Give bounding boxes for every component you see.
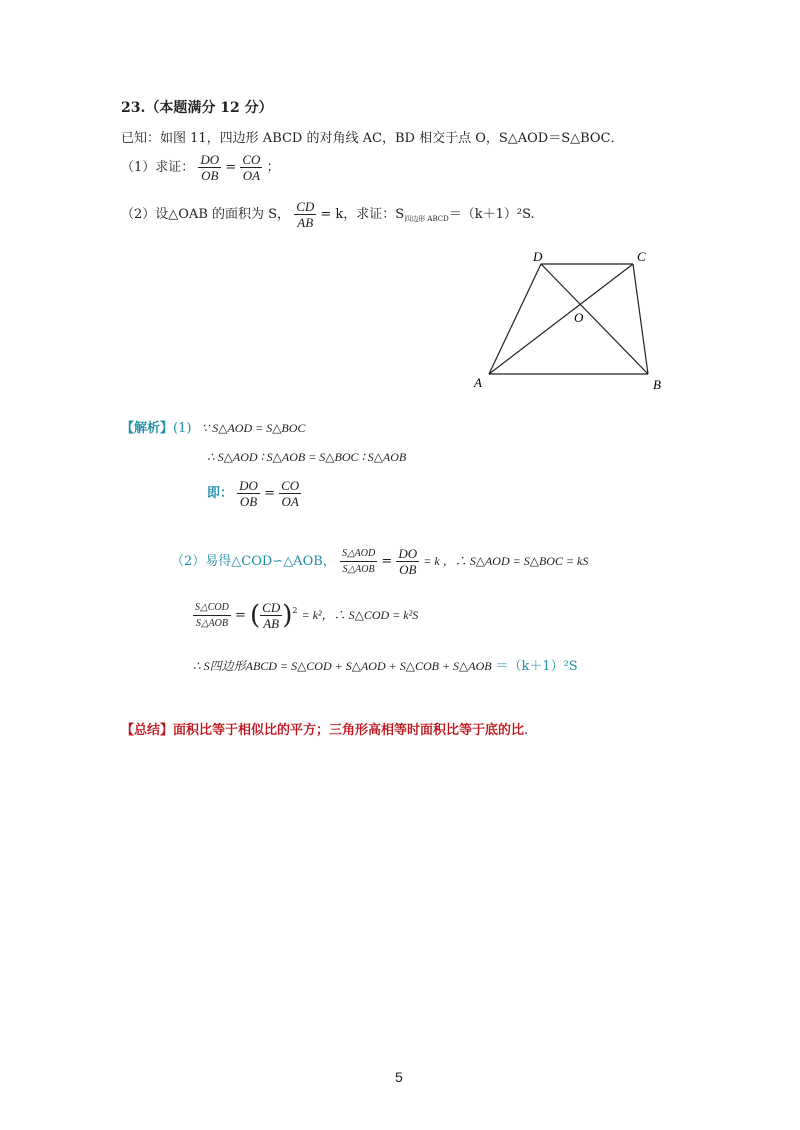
solution-line2: ∴ S△AOD ∶ S△AOB = S△BOC ∶ S△AOB <box>207 450 407 464</box>
label-d: D <box>533 249 543 264</box>
s2-l2-frac: $\frac{\text{S△COD}}{\text{S△AOB}}$ <box>195 602 229 629</box>
solution-part2-line2: $\frac{\text{S△COD}}{\text{S△AOB}}$ = ( $\frac{CD}{AB}$ )$^2$ = k²，∴ S△COD = k²S <box>195 600 419 631</box>
s2-l3-black: ∴ S四边形ABCD = S△COD + S△AOD + S△COB + S△AOB <box>193 659 492 673</box>
part1-suffix: ； <box>266 160 280 175</box>
solution-frac-left: $\frac{DO}{OB}$ <box>239 478 258 509</box>
s2-l2-inner-frac: $\frac{CD}{AB}$ <box>262 600 281 631</box>
solution-tag: 【解析】 <box>121 421 174 436</box>
summary-line <box>121 719 528 738</box>
s2-eq: = k ，∴ S△AOD = S△BOC = kS <box>423 554 589 568</box>
part2-sub: 四边形 ABCD <box>404 215 449 223</box>
label-o: O <box>574 310 584 325</box>
solution-frac-right: $\frac{CO}{OA}$ <box>281 478 300 509</box>
solution-part2-line3 <box>193 655 578 674</box>
solution-line3 <box>207 478 301 509</box>
part2-prefix: （2）设△OAB 的面积为 S， <box>121 207 291 222</box>
part1-eq: = <box>225 160 237 175</box>
summary-tag: 【总结】 <box>121 723 174 738</box>
solution-part1-num: (1) <box>173 421 192 436</box>
part1-prefix: （1）求证： <box>121 160 195 175</box>
solution-part2-line1: （2）易得△COD∽△AOB， $\frac{\text{S△AOD}}{\text{S△AOB}}$ = $\frac{DO}{OB}$ = k ，∴ S△AOD = S△BOC = kS <box>171 546 589 577</box>
part1-frac-right: $\frac{CO}{OA}$ <box>242 152 261 183</box>
solution-ji: 即： <box>207 486 234 501</box>
summary-end: . <box>524 723 529 738</box>
part2-line <box>121 199 535 230</box>
quadrilateral-figure <box>470 248 670 396</box>
part2-frac: $\frac{CD}{AB}$ <box>296 199 315 230</box>
solution-given: ∵ S△AOD = S△BOC <box>201 421 306 435</box>
part1-line <box>121 152 280 183</box>
solution-line1 <box>121 417 305 436</box>
question-given: 已知：如图 11，四边形 ABCD 的对角线 AC，BD 相交于点 O，S△AOD＝S△BOC． <box>121 131 624 146</box>
solution-eq: = <box>264 486 275 501</box>
label-c: C <box>637 249 646 264</box>
s2-frac-area: $\frac{\text{S△AOD}}{\text{S△AOB}}$ <box>341 548 376 575</box>
part2-end: ＝（k＋1）²S. <box>448 207 535 222</box>
summary-text: 面积比等于相似比的平方；三角形高相等时面积比等于底的比 <box>173 723 525 738</box>
label-b: B <box>653 377 661 392</box>
question-header: 23.（本题满分 12 分） <box>121 100 273 116</box>
part1-frac-left: $\frac{DO}{OB}$ <box>200 152 220 183</box>
s2-l2-rest: = k²，∴ S△COD = k²S <box>301 608 419 622</box>
s2-l3-teal: ＝（k＋1）²S <box>495 659 578 674</box>
part2-mid: = k，求证：S <box>320 207 405 222</box>
solution-part2-prefix: （2）易得△COD∽△AOB， <box>171 554 336 569</box>
s2-frac-ratio: $\frac{DO}{OB}$ <box>398 546 418 577</box>
page-number: 5 <box>395 1069 403 1085</box>
label-a: A <box>474 375 482 390</box>
